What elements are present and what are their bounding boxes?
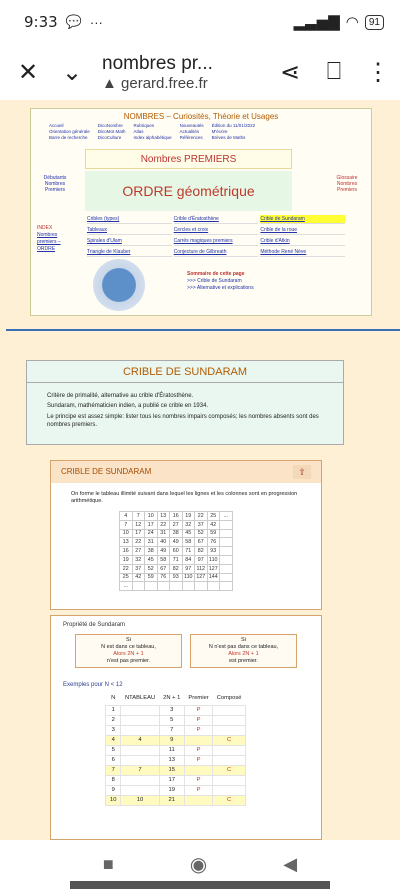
sundaram-cell: 32 [132,555,145,564]
index-sub-link[interactable]: Nombres premiers – ORDRE [37,232,61,252]
examples-row [106,785,246,795]
examples-cell: 1 [106,705,121,715]
sundaram-cell: ... [120,582,133,591]
examples-cell [121,725,159,735]
back-icon[interactable]: ◀ [283,854,298,874]
examples-row [106,775,246,785]
sundaram-cell: 93 [170,573,183,582]
box-line: Alors 2N + 1 [228,651,259,657]
examples-cell [213,775,246,785]
examples-cell: P [184,785,212,795]
sundaram-cell [220,529,233,538]
sundaram-cell: 37 [132,564,145,573]
examples-title: Exemples pour N < 12 [63,682,123,688]
sundaram-row [120,564,233,573]
sundaram-cell: 19 [182,512,195,521]
examples-cell: 17 [159,775,184,785]
sundaram-cell: 45 [182,529,195,538]
box-line: N n'est pas dans ce tableau, [208,644,279,650]
sundaram-cell [132,582,145,591]
examples-column-header: Composé [216,695,242,702]
sundaram-cell: 84 [182,555,195,564]
sundaram-cell: 93 [207,547,220,556]
sundaram-cell: 97 [195,555,208,564]
examples-cell [213,755,246,765]
wifi-icon: ◠ [345,14,359,31]
share-icon[interactable]: ⋖ [279,58,301,86]
examples-column-header: 2N + 1 [163,695,181,702]
box-line: Alors 2N + 1 [113,651,144,657]
sundaram-cell: 42 [207,520,220,529]
sundaram-cell: 13 [120,538,133,547]
sundaram-cell: 37 [195,520,208,529]
examples-cell: P [184,725,212,735]
chevron-down-icon[interactable]: ⌄ [61,58,83,86]
topic-grid [87,215,345,259]
sundaram-cell: 45 [145,555,158,564]
examples-cell: 4 [121,735,159,745]
link-breves[interactable]: Brèves de Maths [211,135,246,140]
sundaram-cell: 71 [182,547,195,556]
summary-link[interactable]: >>> Alternative et explications [187,285,254,291]
web-page [0,100,400,840]
topic-cell[interactable]: Tableaux [87,226,172,235]
examples-cell: 10 [106,795,121,805]
glossary-link[interactable]: Glossaire Nombres Premiers [336,175,358,193]
signal-icon: ▂▃▅▇ [293,14,340,31]
warning-icon: ▲ [102,74,122,92]
examples-cell [121,705,159,715]
browser-toolbar [0,44,400,100]
property-box-prime [190,634,297,668]
examples-cell: 19 [159,785,184,795]
examples-cell: P [184,745,212,755]
bookmark-icon[interactable]: ⎕ [326,58,342,85]
sundaram-cell: 7 [120,520,133,529]
link-atlas[interactable]: Atlas [133,129,144,134]
summary-link[interactable]: >>> Crible de Sundaram [187,278,242,284]
sundaram-cell: 31 [157,529,170,538]
examples-cell: 3 [106,725,121,735]
examples-cell [121,755,159,765]
topic-cell[interactable]: Méthode René Nève [260,248,345,257]
battery-icon: 91 [365,15,384,30]
sundaram-cell [207,582,220,591]
sundaram-cell: 24 [145,529,158,538]
box-line: Si [241,637,246,643]
link-search[interactable]: Barre de recherche [49,135,88,140]
examples-cell: 21 [159,795,184,805]
examples-row [106,735,246,745]
topic-cell[interactable]: Spirales d'Ulam [87,237,172,246]
sundaram-cell: 31 [145,538,158,547]
topic-cell[interactable]: Carrés magiques premiers [174,237,259,246]
examples-row [106,715,246,725]
sundaram-cell: 71 [170,555,183,564]
examples-cell: 10 [121,795,159,805]
sundaram-cell: 97 [182,564,195,573]
sundaram-cell: 38 [145,547,158,556]
box-line: Si [126,637,131,643]
index-label: INDEX [37,225,53,231]
panel-intro: On forme le tableau illimité suivant dans lequel les lignes et les colonnes sont en progression arithmétique. [71,491,298,504]
index-box [37,225,63,253]
more-notifications-icon: ··· [89,14,103,30]
android-nav-bar [0,840,400,889]
examples-cell [213,715,246,725]
link-ecrire[interactable]: M'écrire [211,129,228,134]
panel-title: CRIBLE DE SUNDARAM [51,461,321,483]
section-title: CRIBLE DE SUNDARAM [27,361,343,383]
sundaram-cell: 67 [195,538,208,547]
sundaram-row [120,538,233,547]
page-url: gerard.free.fr [121,74,208,92]
sundaram-row [120,582,233,591]
sundaram-cell: 16 [170,512,183,521]
sundaram-cell: 22 [132,538,145,547]
examples-cell [121,715,159,725]
url-box[interactable] [94,53,268,92]
sundaram-cell: 127 [208,565,218,572]
primes-heading[interactable]: Nombres PREMIERS [85,149,292,169]
sundaram-cell: 27 [132,547,145,556]
link-diconombre[interactable]: DicoNombre [97,123,123,128]
link-rubriques[interactable]: Rubriques [133,123,155,128]
sundaram-cell: 67 [157,564,170,573]
sundaram-cell: 42 [132,573,145,582]
property-boxes [51,634,321,674]
page-summary [187,271,254,292]
examples-cell: 7 [159,725,184,735]
sundaram-cell: 10 [145,512,158,521]
divider [6,329,400,331]
topic-cell[interactable]: Conjecture de Gilbreath [174,248,259,257]
examples-cell [213,745,246,755]
sundaram-cell [220,564,233,573]
examples-row [106,755,246,765]
examples-cell: 13 [159,755,184,765]
examples-cell [213,725,246,735]
header-links [31,121,371,143]
link-nouveautes[interactable]: Nouveautés [179,123,204,128]
site-logo-icon [93,259,145,311]
sundaram-cell [195,582,208,591]
sundaram-cell: ... [220,512,233,521]
more-options-icon[interactable]: ⋮ [366,58,390,86]
examples-cell [121,775,159,785]
sundaram-cell: 144 [208,574,218,581]
sundaram-cell: 38 [170,529,183,538]
box-line: N est dans ce tableau, [101,644,156,650]
sundaram-cell: 19 [120,555,133,564]
link-diculture[interactable]: DicoCulture [97,135,122,140]
sundaram-cell: 17 [132,529,145,538]
examples-column-header: NTABLEAU [124,695,156,702]
sundaram-cell: 4 [120,512,133,521]
sundaram-cell: 13 [157,512,170,521]
examples-header-row [106,692,246,705]
sundaram-cell: 7 [132,512,145,521]
sundaram-cell: 16 [120,547,133,556]
summary-title: Sommaire de cette page [187,271,245,277]
examples-cell: 9 [106,785,121,795]
box-line: est premier. [229,658,258,664]
examples-cell: C [213,765,246,775]
sundaram-cell [220,547,233,556]
sundaram-cell: 127 [196,574,206,581]
link-orientation[interactable]: Orientation générale [49,129,90,134]
intro-text: Critère de primalité, alternative au crible d'Ératosthène. [47,393,194,399]
sundaram-cell: 110 [182,573,195,582]
sundaram-cell [145,582,158,591]
sundaram-cell: 58 [182,538,195,547]
examples-cell: C [213,735,246,745]
link-references[interactable]: Références [179,135,203,140]
sundaram-cell: 27 [170,520,183,529]
topic-cell[interactable]: Cercles et croix [174,226,259,235]
intro-text: Sundaram, mathématicien indien, a publié ce crible en 1934. [47,402,209,409]
sundaram-cell: 49 [170,538,183,547]
examples-cell: 9 [159,735,184,745]
topic-cell[interactable]: Cribles (types) [87,215,172,224]
intro-text: Le principe est assez simple: lister tous les nombres impairs composés; les nombres absents sont des nombres premiers. [47,414,319,428]
sundaram-cell: 17 [145,520,158,529]
clock: 9:33 [24,13,58,31]
examples-cell: 2 [106,715,121,725]
examples-cell: 8 [106,775,121,785]
sundaram-cell [220,538,233,547]
sundaram-cell [182,582,195,591]
examples-cell: P [184,705,212,715]
status-bar [0,0,400,44]
sundaram-row [120,547,233,556]
property-panel [50,615,322,840]
examples-cell [121,785,159,795]
examples-cell: P [184,715,212,725]
sundaram-cell: 10 [120,529,133,538]
examples-cell: 5 [106,745,121,755]
site-header [30,108,372,316]
sundaram-cell: 52 [145,564,158,573]
sundaram-cell: 52 [195,529,208,538]
sundaram-cell: 32 [182,520,195,529]
sundaram-row [120,529,233,538]
sundaram-table [119,511,233,591]
home-icon[interactable]: ◉ [189,854,208,876]
examples-row [106,745,246,755]
examples-cell [213,705,246,715]
sundaram-cell: 59 [207,529,220,538]
sundaram-cell: 40 [157,538,170,547]
examples-cell: 3 [159,705,184,715]
sundaram-cell [220,520,233,529]
property-box-composite [75,634,182,668]
sieve-intro-box [26,360,344,445]
sundaram-cell: 76 [207,538,220,547]
sundaram-cell: 110 [207,555,220,564]
examples-cell: P [184,755,212,765]
examples-row [106,725,246,735]
sundaram-cell: 60 [170,547,183,556]
sundaram-row [120,573,233,582]
topic-cell-current[interactable]: Crible de Sundaram [260,215,345,224]
ordre-heading: ORDRE géométrique [85,171,292,211]
topic-cell[interactable]: Crible d'Atkin [260,237,345,246]
examples-cell [213,785,246,795]
sundaram-row [120,512,233,521]
topic-cell[interactable]: Triangle de Klauber [87,248,172,257]
sundaram-cell: 12 [132,520,145,529]
link-dicomot[interactable]: DicoMot Math [97,129,126,134]
sundaram-cell [170,582,183,591]
sundaram-cell: 22 [195,512,208,521]
examples-cell: 15 [159,765,184,775]
sundaram-cell [157,582,170,591]
beginners-link[interactable]: Débutants Nombres Premiers [43,175,67,193]
sundaram-cell: 22 [120,564,133,573]
sundaram-cell: 25 [207,512,220,521]
examples-cell: 7 [106,765,121,775]
examples-column-header: N [111,695,116,702]
site-title: NOMBRES – Curiosités, Théorie et Usages [123,112,279,121]
sundaram-cell: 25 [120,573,133,582]
sundaram-cell [220,573,233,582]
examples-cell: C [213,795,246,805]
examples-cell: P [184,775,212,785]
examples-row [106,765,246,775]
topic-cell[interactable]: Crible de la roue [260,226,345,235]
examples-cell [184,795,212,805]
sundaram-cell [220,555,233,564]
sundaram-cell: 22 [157,520,170,529]
examples-cell: 7 [121,765,159,775]
edition-date: Édition du 11/01/2022 [211,123,256,128]
examples-cell: 11 [159,745,184,755]
sundaram-cell: 82 [170,564,183,573]
sundaram-row [120,555,233,564]
examples-table [105,692,246,806]
recents-icon[interactable]: ■ [102,854,114,874]
examples-cell: 5 [159,715,184,725]
arrow-up-icon[interactable]: ⇧ [293,465,311,479]
box-line: n'est pas premier. [106,658,151,664]
link-accueil[interactable]: Accueil [49,123,64,128]
chat-notification-icon: 💬 [65,14,82,29]
examples-cell [184,735,212,745]
link-index[interactable]: Index alphabétique [133,135,172,140]
sundaram-row [120,520,233,529]
sundaram-cell: 76 [157,573,170,582]
sundaram-cell: 112 [195,564,208,573]
examples-cell: 6 [106,755,121,765]
property-title: Propriété de Sundaram [63,622,126,628]
examples-cell [184,765,212,775]
examples-column-header: Premier [188,695,209,702]
page-title: nombres pr... [102,52,213,74]
sundaram-cell: 49 [157,547,170,556]
examples-cell: 4 [106,735,121,745]
sundaram-cell [220,582,233,591]
examples-row [106,795,246,805]
examples-row [106,705,246,715]
sundaram-cell: 59 [145,573,158,582]
sundaram-cell: 58 [157,555,170,564]
sundaram-cell: 82 [195,547,208,556]
gesture-bar [70,881,330,889]
close-icon[interactable]: ✕ [17,58,39,86]
sieve-panel [50,460,322,610]
examples-cell [121,745,159,755]
topic-cell[interactable]: Crible d'Ératosthène [174,215,259,224]
link-actualites[interactable]: Actualités [179,129,200,134]
